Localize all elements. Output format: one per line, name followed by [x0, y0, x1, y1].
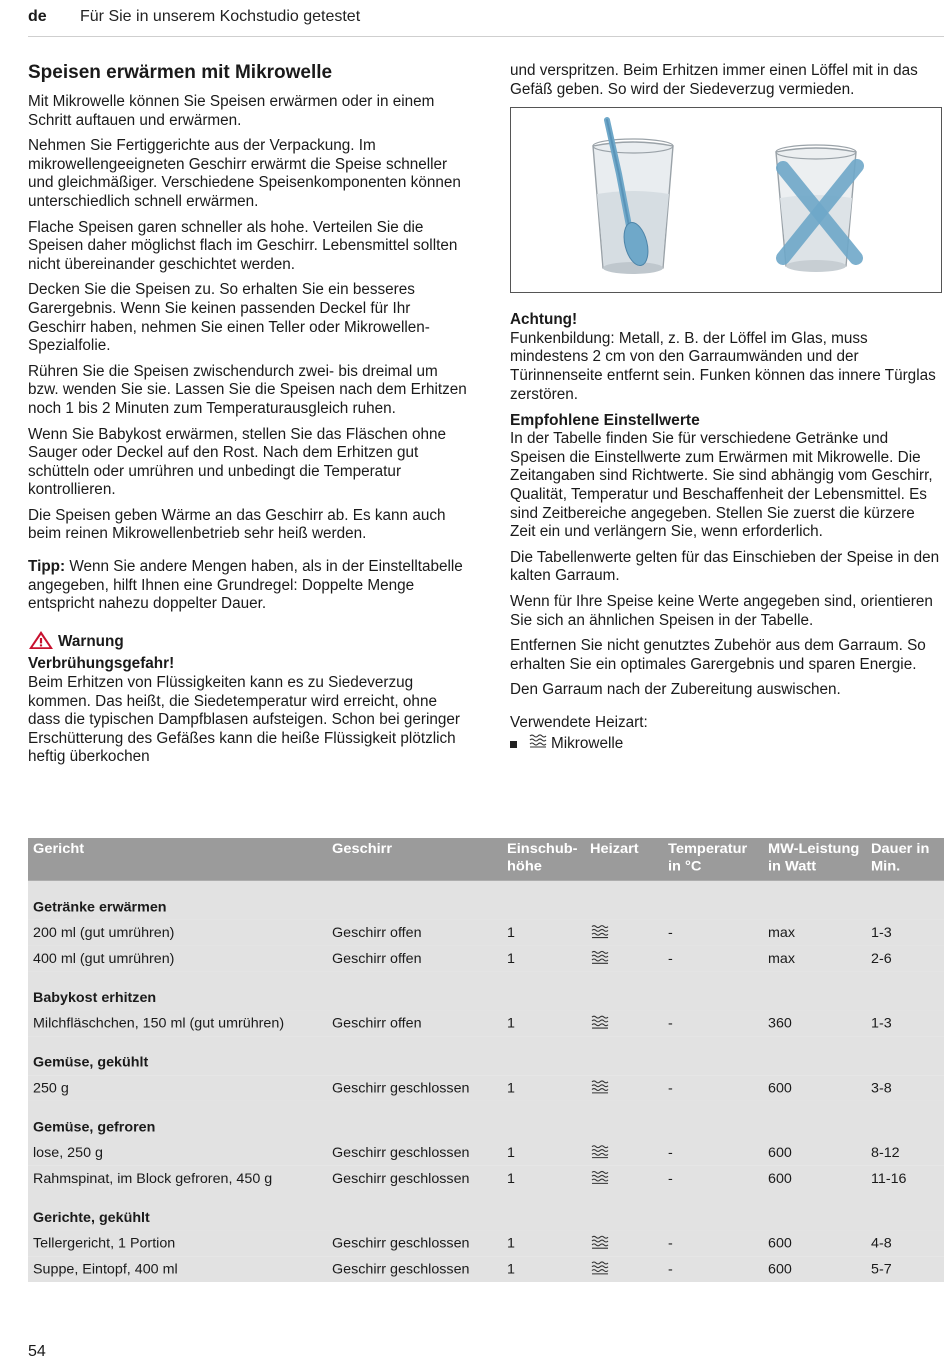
table-cell: -	[663, 1075, 763, 1101]
group-title: Gemüse, gefroren	[28, 1101, 944, 1140]
group-title: Getränke erwärmen	[28, 881, 944, 920]
table-cell: 2-6	[866, 946, 944, 972]
tip-label: Tipp:	[28, 558, 66, 576]
heating-item-label: Mikrowelle	[551, 734, 624, 752]
table-row	[28, 1010, 944, 1036]
microwave-icon	[529, 734, 547, 754]
paragraph: Nehmen Sie Fertiggerichte aus der Verpackung. Im mikrowellengeeigneten Geschirr erwärmt die Speise schneller und gleichmäßiger. Verschiedene Speisenkomponenten können unterschiedlich schnell erwärmen.	[28, 137, 461, 210]
table-cell: Rahmspinat, im Block gefroren, 450 g	[28, 1166, 327, 1192]
table-cell: 11-16	[866, 1166, 944, 1192]
table-row	[28, 1140, 944, 1166]
table-cell: -	[663, 1166, 763, 1192]
table-row	[28, 946, 944, 972]
table-cell: -	[663, 920, 763, 946]
microwave-icon	[585, 920, 663, 946]
table-cell: Geschirr offen	[327, 1010, 502, 1036]
table-cell: Geschirr offen	[327, 920, 502, 946]
table-row	[28, 1166, 944, 1192]
paragraph: Den Garraum nach der Zubereitung auswischen.	[510, 681, 841, 699]
table-group-row	[28, 1191, 944, 1230]
heating-label: Verwendete Heizart:	[510, 713, 648, 731]
table-cell: Milchfläschchen, 150 ml (gut umrühren)	[28, 1010, 327, 1036]
microwave-icon	[585, 1166, 663, 1192]
table-cell: 1	[502, 946, 585, 972]
group-title: Gemüse, gekühlt	[28, 1036, 944, 1075]
page-header	[28, 8, 361, 26]
table-cell: 1	[502, 1256, 585, 1282]
table-cell: 1	[502, 1010, 585, 1036]
paragraph: Decken Sie die Speisen zu. So erhalten Sie ein besseres Garergebnis. Wenn Sie keinen passenden Deckel für Ihr Geschirr haben, nehmen Sie einen Teller oder Mikrowellen-Spezialfolie.	[28, 281, 430, 355]
column-header: Geschirr	[327, 838, 502, 881]
table-cell: -	[663, 1256, 763, 1282]
glass-without-spoon-icon	[776, 145, 857, 272]
table-cell: 1-3	[866, 920, 944, 946]
tip-text: Wenn Sie andere Mengen haben, als in der Einstelltabelle angegeben, hilft Ihnen eine Grundregel: Doppelte Menge entspricht nahezu doppelter Dauer.	[28, 558, 463, 613]
table-cell: 360	[763, 1010, 866, 1036]
table-cell: 1-3	[866, 1010, 944, 1036]
table-cell: lose, 250 g	[28, 1140, 327, 1166]
header-divider	[28, 36, 944, 37]
table-cell: max	[763, 946, 866, 972]
warning-triangle-icon	[28, 630, 58, 656]
table-group-row	[28, 971, 944, 1010]
paragraph: Rühren Sie die Speisen zwischendurch zwei- bis dreimal um bzw. wenden Sie sie. Lassen Sie die Speisen nach dem Erhitzen noch 1 bis 2 Minuten zum Temperaturausgleich ruhen.	[28, 362, 467, 417]
table-cell: 600	[763, 1256, 866, 1282]
paragraph: Die Speisen geben Wärme an das Geschirr ab. Es kann auch beim reinen Mikrowellenbetrieb sehr heiß werden.	[28, 506, 446, 543]
page-title: Speisen erwärmen mit Mikrowelle	[28, 62, 333, 83]
table-group-row	[28, 881, 944, 920]
group-title: Gerichte, gekühlt	[28, 1191, 944, 1230]
section-title: Für Sie in unserem Kochstudio getestet	[80, 8, 361, 25]
paragraph: Flache Speisen garen schneller als hohe. Verteilen Sie die Speisen daher möglichst flach im Geschirr. Lebensmittel sollten nicht übereinander geschichtet werden.	[28, 218, 458, 273]
table-cell: max	[763, 920, 866, 946]
column-header: MW-Leistung in Watt	[763, 838, 866, 881]
table-cell: 400 ml (gut umrühren)	[28, 946, 327, 972]
warning-title: Verbrühungsgefahr!	[28, 655, 175, 673]
column-header: Gericht	[28, 838, 327, 881]
warning-text: Beim Erhitzen von Flüssigkeiten kann es zu Siedeverzug kommen. Das heißt, die Siedetemperatur wird erreicht, ohne dass die typischen Dampfblasen aufsteigen. Schon bei geringer Erschütterung des Gefäßes kann die heiße Flüssigkeit plötzlich heftig überkochen	[28, 674, 460, 766]
microwave-icon	[585, 1010, 663, 1036]
table-cell: 600	[763, 1075, 866, 1101]
table-cell: -	[663, 1010, 763, 1036]
table-cell: Tellergericht, 1 Portion	[28, 1231, 327, 1257]
page-number: 54	[28, 1343, 46, 1360]
table-cell: 1	[502, 1231, 585, 1257]
paragraph: Wenn für Ihre Speise keine Werte angegeben sind, orientieren Sie sich an ähnlichen Speisen in der Tabelle.	[510, 592, 933, 629]
microwave-icon	[585, 1140, 663, 1166]
right-column	[510, 62, 944, 754]
group-title: Babykost erhitzen	[28, 971, 944, 1010]
warning-label: Warnung	[58, 633, 124, 651]
table-cell: 4-8	[866, 1231, 944, 1257]
table-cell: 250 g	[28, 1075, 327, 1101]
microwave-icon	[585, 946, 663, 972]
table-cell: 600	[763, 1231, 866, 1257]
warning-header	[28, 630, 470, 656]
microwave-icon	[585, 1231, 663, 1257]
table-group-row	[28, 1101, 944, 1140]
table-cell: Geschirr offen	[327, 946, 502, 972]
paragraph: Wenn Sie Babykost erwärmen, stellen Sie das Fläschen ohne Sauger oder Deckel auf den Rost. Nach dem Erhitzen gut schütteln oder umrühren und unbedingt die Temperatur kontrollieren.	[28, 425, 447, 499]
table-cell: 200 ml (gut umrühren)	[28, 920, 327, 946]
table-cell: Geschirr geschlossen	[327, 1166, 502, 1192]
left-column	[28, 61, 470, 767]
table-cell: 3-8	[866, 1075, 944, 1101]
microwave-icon	[585, 1256, 663, 1282]
heating-list-item	[510, 734, 944, 754]
table-header-row	[28, 838, 944, 881]
column-header: Dauer in Min.	[866, 838, 944, 881]
paragraph: Mit Mikrowelle können Sie Speisen erwärmen oder in einem Schritt auftauen und erwärmen.	[28, 93, 435, 129]
table-cell: -	[663, 946, 763, 972]
table-cell: 600	[763, 1166, 866, 1192]
column-header: Temperatur in °C	[663, 838, 763, 881]
table-row	[28, 1256, 944, 1282]
language-code: de	[28, 8, 47, 25]
table-cell: -	[663, 1231, 763, 1257]
continuation-text: und verspritzen. Beim Erhitzen immer einen Löffel mit in das Gefäß geben. So wird der Siedeverzug vermieden.	[510, 62, 918, 98]
table-cell: 1	[502, 1166, 585, 1192]
table-cell: 1	[502, 920, 585, 946]
table-cell: Suppe, Eintopf, 400 ml	[28, 1256, 327, 1282]
spoon-in-glass-illustration	[510, 107, 942, 293]
paragraph: Entfernen Sie nicht genutztes Zubehör aus dem Garraum. So erhalten Sie ein optimales Garergebnis und sparen Energie.	[510, 637, 926, 673]
column-header: Einschub-höhe	[502, 838, 585, 881]
caution-text: Funkenbildung: Metall, z. B. der Löffel im Glas, muss mindestens 2 cm von den Garraumwänden und der Türinnenseite entfernt sein. Funken können das innere Türglas zerstören.	[510, 329, 936, 403]
table-cell: Geschirr geschlossen	[327, 1140, 502, 1166]
settings-table	[28, 838, 944, 1282]
paragraph: Die Tabellenwerte gelten für das Einschieben der Speise in den kalten Garraum.	[510, 548, 940, 585]
table-cell: 1	[502, 1140, 585, 1166]
table-cell: Geschirr geschlossen	[327, 1075, 502, 1101]
table-cell: 8-12	[866, 1140, 944, 1166]
table-group-row	[28, 1036, 944, 1075]
table-row	[28, 1231, 944, 1257]
column-header: Heizart	[585, 838, 663, 881]
bullet-square-icon	[510, 741, 517, 748]
table-cell: 5-7	[866, 1256, 944, 1282]
table-cell: -	[663, 1140, 763, 1166]
settings-heading: Empfohlene Einstellwerte	[510, 412, 700, 430]
table-cell: Geschirr geschlossen	[327, 1256, 502, 1282]
paragraph: In der Tabelle finden Sie für verschiedene Getränke und Speisen die Einstellwerte zum Erwärmen mit Mikrowelle. Die Zeitangaben sind Richtwerte. Sie sind abhängig vom Geschirr, Qualität, Temperatur und Beschaffenheit der Lebensmittel. Es sind Zeitbereiche angegeben. Stellen Sie zuerst die kürzere Zeit ein und verlängern Sie, wenn erforderlich.	[510, 430, 933, 541]
table-row	[28, 920, 944, 946]
tip-paragraph	[28, 558, 470, 614]
table-cell: 600	[763, 1140, 866, 1166]
warning-box	[28, 630, 470, 767]
glass-with-spoon-icon	[593, 120, 673, 274]
table-cell: Geschirr geschlossen	[327, 1231, 502, 1257]
table-cell: 1	[502, 1075, 585, 1101]
microwave-icon	[585, 1075, 663, 1101]
caution-title: Achtung!	[510, 311, 578, 329]
table-row	[28, 1075, 944, 1101]
